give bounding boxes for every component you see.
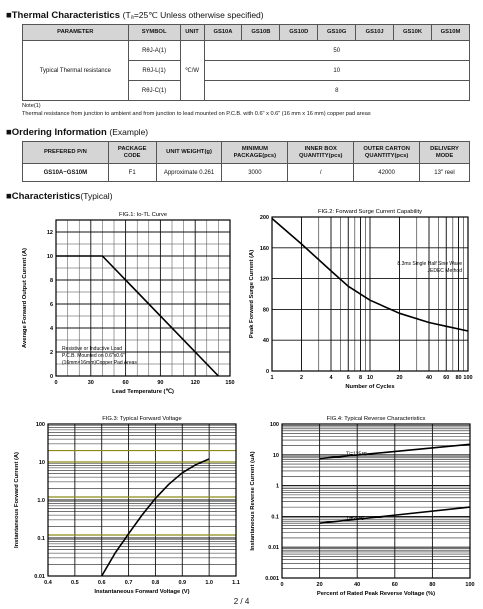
ordering-cell: 13" reel (420, 164, 470, 182)
ordering-cell: Approximate 0.261 (156, 164, 222, 182)
y-tick-label: 0.1 (271, 514, 279, 521)
characteristics-title: Characteristics (11, 191, 81, 202)
y-tick-label: 10 (272, 452, 279, 459)
x-tick-label: 0.6 (97, 580, 106, 586)
ordering-header-row (23, 142, 470, 164)
y-tick-label: 0.01 (34, 574, 45, 580)
chart-fig3-svg (8, 407, 240, 597)
thermal-header: GS10G (318, 25, 356, 41)
x-tick-label: 0.7 (124, 580, 133, 586)
thermal-header: GS10M (432, 25, 470, 41)
thermal-table (22, 24, 470, 101)
chart-title: FIG.4: Typical Reverse Characteristics (326, 416, 426, 422)
thermal-header: GS10J (356, 25, 394, 41)
y-axis-label: Instantaneous Reverse Current (uA) (250, 451, 256, 551)
thermal-condition: (Tₐ=25℃ Unless otherwise specified) (122, 10, 264, 20)
ordering-header: PACKAGE CODE (108, 142, 156, 164)
x-tick-label: 100 (463, 375, 473, 381)
y-tick-label: 8 (49, 278, 53, 284)
x-tick-label: 1 (270, 375, 274, 381)
y-axis-label: Peak Forward Surge Current (A) (249, 249, 255, 339)
chart-fig2 (244, 203, 476, 395)
ordering-cell: F1 (108, 164, 156, 182)
y-tick-label: 100 (35, 422, 45, 428)
ordering-header: UNIT WEIGHT(g) (156, 142, 222, 164)
y-tick-label: 10 (46, 254, 53, 260)
x-tick-label: 90 (157, 380, 164, 386)
thermal-header: GS10B (242, 25, 280, 41)
x-tick-label: 80 (455, 375, 462, 381)
characteristics-bullet: ■ (6, 191, 12, 202)
series-label: Tj=125℃ (345, 451, 367, 458)
y-tick-label: 0 (265, 369, 269, 375)
x-tick-label: 40 (425, 375, 433, 381)
thermal-header: GS10A (204, 25, 242, 41)
y-tick-label: 80 (262, 307, 269, 314)
chart-annotation: 8.3ms Single Half Sine Wave (397, 261, 462, 267)
chart-fig2-svg (244, 203, 476, 395)
thermal-symbol: RθJ-C(1) (128, 81, 180, 101)
thermal-section-title (6, 10, 264, 21)
chart-fig3 (8, 407, 240, 597)
x-tick-label: 10 (366, 375, 374, 381)
ordering-header: MINIMUM PACKAGE(pcs) (222, 142, 288, 164)
y-tick-label: 40 (262, 338, 269, 345)
x-tick-label: 60 (391, 582, 398, 588)
x-axis-label: Instantaneous Forward Voltage (V) (94, 589, 190, 595)
y-tick-label: 6 (49, 302, 53, 308)
y-tick-label: 0.01 (268, 545, 279, 552)
thermal-note-text: Thermal resistance from junction to ambient and from junction to lead mounted on P.C.B. with 0.6" x 0.6" (16 mm x 16 mm) copper pad areas (22, 111, 371, 117)
characteristics-subtitle: (Typical) (80, 191, 113, 201)
thermal-row (23, 41, 470, 61)
y-axis-label: Instantaneous Forward Current (A) (14, 452, 20, 548)
x-axis-label: Lead Temperature (℃) (112, 389, 174, 395)
ordering-table (22, 141, 470, 182)
y-tick-label: 100 (269, 422, 279, 428)
characteristics-section-title (6, 191, 113, 202)
chart-fig1-svg (8, 206, 240, 398)
x-tick-label: 8 (358, 375, 363, 381)
chart-annotation: Resistive or Inductive Load (62, 346, 123, 352)
chart-title: FIG.3: Typical Forward Voltage (102, 416, 182, 422)
x-tick-label: 150 (225, 380, 235, 386)
thermal-header-row (23, 25, 470, 41)
x-tick-label: 60 (122, 380, 129, 386)
thermal-value: 10 (204, 61, 470, 81)
x-tick-label: 120 (190, 380, 200, 386)
thermal-value: 8 (204, 81, 470, 101)
y-tick-label: 0 (49, 374, 53, 380)
x-tick-label: 6 (346, 375, 350, 381)
thermal-unit: ℃/W (180, 41, 204, 101)
thermal-title: Thermal Characteristics (11, 10, 120, 21)
ordering-cell: 3000 (222, 164, 288, 182)
ordering-cell: / (288, 164, 354, 182)
chart-fig4 (244, 405, 476, 597)
ordering-row (23, 164, 470, 182)
x-tick-label: 0 (54, 380, 58, 386)
thermal-header: UNIT (180, 25, 204, 41)
thermal-bullet: ■ (6, 10, 12, 21)
y-tick-label: 0.1 (37, 536, 45, 542)
x-tick-label: 20 (316, 582, 323, 588)
thermal-note-label: Note(1) (22, 103, 41, 109)
thermal-value: 50 (204, 41, 470, 61)
page-number: 2 / 4 (233, 597, 250, 606)
x-tick-label: 60 (443, 375, 450, 381)
chart-annotation: P.C.B. Mounted on 0.6"x0.6" (62, 353, 125, 359)
x-tick-label: 20 (396, 375, 403, 381)
ordering-header: DELIVERY MODE (420, 142, 470, 164)
x-tick-label: 1.1 (232, 580, 240, 586)
y-tick-label: 2 (49, 350, 53, 356)
x-tick-label: 0.5 (71, 580, 79, 586)
ordering-header: OUTER CARTON QUANTITY(pcs) (354, 142, 420, 164)
x-tick-label: 40 (354, 582, 361, 588)
y-tick-label: 4 (49, 326, 53, 332)
chart-fig4-svg (244, 405, 476, 597)
ordering-subtitle: (Example) (109, 127, 149, 137)
x-tick-label: 30 (87, 380, 94, 386)
y-tick-label: 1 (275, 483, 279, 490)
x-axis-label: Percent of Rated Peak Reverse Voltage (%) (316, 591, 436, 597)
chart-annotation: JEDEC Method (427, 268, 462, 274)
thermal-symbol: RθJ-L(1) (128, 61, 180, 81)
y-tick-label: 120 (259, 276, 269, 283)
series-label: Tj=25℃ (345, 516, 365, 523)
x-tick-label: 4 (329, 375, 333, 381)
y-tick-label: 10 (38, 460, 45, 466)
y-tick-label: 12 (46, 230, 53, 236)
y-tick-label: 0.001 (265, 576, 279, 582)
thermal-header: GS10K (394, 25, 432, 41)
ordering-header: PREFERED P/N (23, 142, 109, 164)
thermal-symbol: RθJ-A(1) (128, 41, 180, 61)
y-tick-label: 160 (259, 245, 269, 252)
thermal-header: GS10D (280, 25, 318, 41)
x-tick-label: 100 (465, 582, 475, 588)
x-tick-label: 0.9 (178, 580, 187, 586)
ordering-cell: 42000 (354, 164, 420, 182)
thermal-parameter: Typical Thermal resistance (23, 41, 129, 101)
y-tick-label: 1.0 (37, 498, 45, 504)
y-tick-label: 200 (259, 215, 269, 221)
x-tick-label: 0.4 (44, 580, 52, 586)
x-tick-label: 0 (280, 582, 284, 588)
x-axis-label: Number of Cycles (345, 384, 395, 390)
x-tick-label: 1.0 (205, 580, 213, 586)
x-tick-label: 0.8 (151, 580, 160, 586)
thermal-header: PARAMETER (23, 25, 129, 41)
ordering-title: Ordering Information (11, 127, 107, 138)
ordering-header: INNER BOX QUANTITY(pcs) (288, 142, 354, 164)
x-tick-label: 80 (429, 582, 436, 588)
ordering-bullet: ■ (6, 127, 12, 138)
ordering-cell: GS10A~GS10M (23, 164, 109, 182)
y-axis-label: Average Forward Output Current (A) (22, 248, 28, 348)
ordering-section-title (6, 127, 148, 138)
chart-title: FIG.1: Io-TL Curve (118, 212, 168, 218)
chart-annotation: (16mm×16mm)Copper Pad Areas (62, 360, 137, 366)
thermal-header: SYMBOL (128, 25, 180, 41)
x-tick-label: 2 (299, 375, 304, 381)
chart-title: FIG.2: Forward Surge Current Capability (317, 209, 423, 215)
chart-fig1 (8, 206, 240, 398)
